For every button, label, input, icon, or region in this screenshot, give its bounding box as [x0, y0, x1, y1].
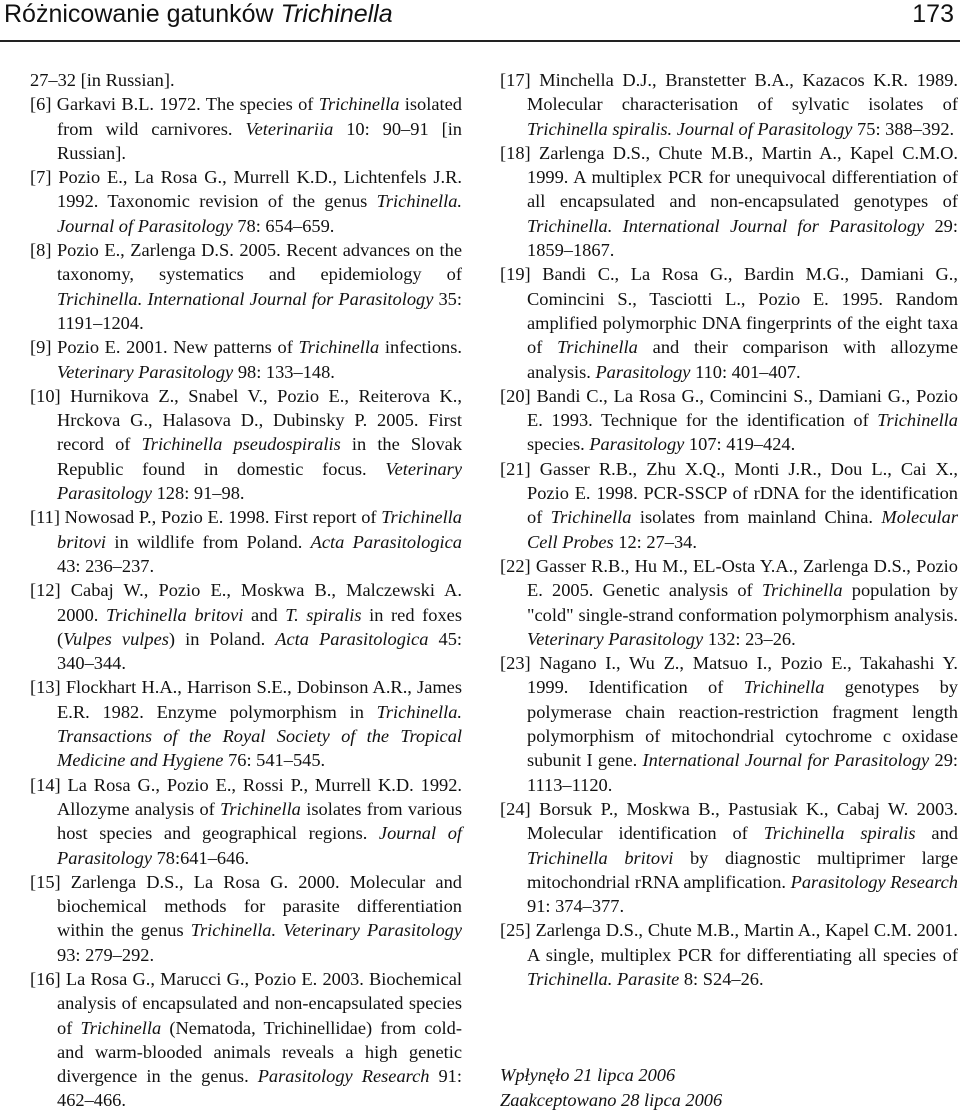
reference-italic-text: Trichinella.	[57, 288, 143, 309]
reference-number: [16]	[30, 968, 66, 989]
reference-italic-text: Vulpes vulpes	[63, 628, 169, 649]
reference-italic-text: Trichinella	[743, 677, 825, 698]
reference-text: infections.	[379, 337, 463, 358]
reference-italic-text: Veterinariia	[245, 118, 334, 139]
reference-italic-text: Trichinella	[80, 1017, 162, 1038]
reference-number: [20]	[500, 385, 537, 406]
reference-number: [21]	[500, 458, 540, 479]
reference-item	[30, 773, 462, 870]
reference-italic-text: Trichinella.	[190, 920, 277, 941]
reference-text: La Rosa G., Pozio E., Rossi P., Murrell K.D. 1992. Allozyme analysis of	[57, 774, 462, 819]
reference-text: 29: 1859–1867.	[527, 215, 958, 261]
reference-italic-text: Trichinella	[220, 798, 301, 819]
reference-text: species.	[527, 434, 590, 455]
reference-italic-text: Molecular Cell Probes	[527, 507, 958, 552]
reference-text: and	[915, 823, 958, 844]
reference-item	[500, 918, 958, 991]
reference-number: [25]	[500, 920, 536, 941]
reference-item	[30, 68, 462, 92]
reference-italic-text: Veterinary Parasitology	[57, 361, 234, 382]
reference-italic-text: Journal of Parasitology	[57, 823, 462, 868]
reference-number: [22]	[500, 555, 536, 576]
reference-italic-text: Veterinary Parasitology	[527, 628, 704, 649]
reference-text: 27–32 [in Russian].	[30, 70, 175, 90]
references-right-list	[500, 68, 958, 991]
reference-italic-text: International Journal for Parasitology	[622, 215, 925, 236]
reference-text	[612, 216, 622, 236]
reference-text: Minchella D.J., Branstetter B.A., Kazacos K.R. 1989. Molecular characterisation of sylvatic isolates of	[527, 70, 958, 115]
reference-italic-text: Trichinella	[298, 337, 380, 358]
reference-number: [8]	[30, 240, 57, 261]
reference-italic-text: Trichinella	[318, 94, 400, 115]
reference-text: in red foxes (	[57, 604, 463, 649]
reference-italic-text: Trichinella britovi	[527, 847, 674, 868]
reference-text: 29: 1113–1120.	[527, 750, 958, 795]
reference-item	[30, 578, 462, 675]
reference-item	[30, 967, 462, 1113]
reference-text: Cabaj W., Pozio E., Moskwa B., Malczewski A. 2000.	[57, 580, 462, 625]
reference-number: [11]	[30, 507, 65, 528]
reference-text: 43: 236–237.	[57, 555, 155, 576]
reference-text: 78: 654–659.	[232, 215, 335, 236]
reference-item	[30, 335, 462, 384]
reference-item	[30, 505, 462, 578]
reference-item	[30, 675, 462, 772]
reference-text: Bandi C., La Rosa G., Comincini S., Damiani G., Pozio E. 1993. Technique for the identification of	[527, 385, 958, 431]
reference-text: ) in Poland.	[168, 628, 276, 649]
reference-text: Zarlenga D.S., Chute M.B., Martin A., Kapel C.M. 2001. A single, multiplex PCR for differentiating all species of	[527, 920, 958, 965]
received-date: Wpłynęło 21 lipca 2006	[500, 1065, 676, 1086]
reference-text: Bandi C., La Rosa G., Bardin M.G., Damiani G., Comincini S., Tasciotti L., Pozio E. 1995. Random amplified polymorphic DNA fingerprints of the eight taxa of	[527, 264, 958, 358]
reference-italic-text: Acta Parasitologica	[275, 628, 429, 649]
reference-italic-text: Veterinary Parasitology	[57, 458, 462, 504]
reference-italic-text: Parasitology Research	[790, 871, 958, 892]
reference-text: Zarlenga D.S., La Rosa G. 2000. Molecular and biochemical methods for parasite differentiation within the genus	[57, 871, 462, 941]
reference-text: 132: 23–26.	[703, 628, 796, 649]
reference-text: 76: 541–545.	[223, 750, 326, 771]
reference-italic-text: Parasitology Research	[257, 1066, 430, 1087]
reference-item	[500, 384, 958, 457]
reference-italic-text: Trichinella spiralis.	[527, 118, 673, 139]
reference-text: 78:641–646.	[152, 847, 250, 868]
reference-italic-text: Parasitology	[595, 361, 691, 382]
reference-text: Pozio E., Zarlenga D.S. 2005. Recent advances on the taxonomy, systematics and epidemiology of	[56, 240, 463, 285]
reference-text: Flockhart H.A., Harrison S.E., Dobinson A.R., James E.R. 1982. Enzyme polymorphism in	[57, 677, 462, 722]
reference-item	[500, 262, 958, 383]
reference-number: [6]	[30, 94, 57, 115]
reference-item	[500, 651, 958, 797]
reference-text: La Rosa G., Marucci G., Pozio E. 2003. Biochemical analysis of encapsulated and non-encapsulated species of	[57, 968, 462, 1038]
submission-dates	[500, 1063, 958, 1112]
reference-item	[500, 68, 958, 141]
reference-text: Nagano I., Wu Z., Matsuo I., Pozio E., Takahashi Y. 1999. Identification of	[527, 653, 958, 698]
reference-text: Hurnikova Z., Snabel V., Pozio E., Reiterova K., Hrckova G., Halasova D., Dubinsky P. 2005. First record of	[57, 385, 462, 455]
reference-item	[500, 554, 958, 651]
reference-item	[30, 238, 462, 335]
reference-text: and	[243, 604, 286, 625]
reference-text: Pozio E., La Rosa G., Murrell K.D., Lichtenfels J.R. 1992. Taxonomic revision of the genus	[57, 167, 462, 212]
reference-italic-text: Trichinella.	[376, 191, 462, 212]
reference-number: [13]	[30, 677, 66, 698]
reference-item	[30, 165, 462, 238]
reference-item	[30, 92, 462, 165]
reference-text: Gasser R.B., Hu M., EL-Osta Y.A., Zarlenga D.S., Pozio E. 2005. Genetic analysis of	[527, 555, 958, 601]
reference-text: in the Slovak Republic found in domestic focus.	[57, 434, 463, 479]
reference-number: [10]	[30, 385, 71, 406]
running-title	[4, 0, 393, 29]
reference-text: 110: 401–407.	[690, 361, 801, 382]
references-left-column	[30, 68, 462, 1113]
reference-text: 128: 91–98.	[152, 483, 245, 504]
reference-text: 91: 462–466.	[57, 1066, 462, 1111]
reference-italic-text: Trichinella	[557, 337, 638, 358]
reference-text: Gasser R.B., Zhu X.Q., Monti J.R., Dou L., Cai X., Pozio E. 1998. PCR-SSCP of rDNA for the identification of	[527, 458, 958, 528]
reference-text: 93: 279–292.	[57, 944, 155, 965]
reference-text: isolates from various host species and geographical regions.	[57, 798, 462, 844]
reference-text: 91: 374–377.	[527, 896, 625, 917]
reference-text: Nowosad P., Pozio E. 1998. First report of	[64, 507, 382, 528]
reference-item	[30, 870, 462, 967]
reference-text: (Nematoda, Trichinellidae) from cold- and warm-blooded animals reveals a high genetic divergence in the genus.	[57, 1017, 462, 1087]
reference-text: and their comparison with allozyme analysis.	[527, 337, 958, 382]
reference-italic-text: Journal of Parasitology	[676, 118, 853, 139]
reference-italic-text: Journal of Parasitology	[57, 215, 233, 236]
reference-number: [12]	[30, 580, 71, 601]
accepted-date: Zaakceptowano 28 lipca 2006	[500, 1089, 723, 1110]
reference-text: Pozio E. 2001. New patterns of	[57, 337, 299, 358]
reference-number: [24]	[500, 798, 540, 819]
reference-text: Zarlenga D.S., Chute M.B., Martin A., Kapel C.M.O. 1999. A multiplex PCR for unequivocal differentiation of all encapsulated and non-encapsulated genotypes of	[527, 142, 958, 212]
reference-italic-text: Veterinary Parasitology	[283, 920, 463, 941]
reference-italic-text: Trichinella.	[376, 701, 462, 722]
reference-text: 107: 419–424.	[684, 434, 796, 455]
reference-italic-text: International Journal for Parasitology	[642, 750, 930, 771]
reference-text: 35: 1191–1204.	[57, 288, 462, 333]
reference-item	[30, 384, 462, 505]
reference-italic-text: Trichinella.	[527, 968, 613, 989]
reference-italic-text: Trichinella	[550, 507, 632, 528]
reference-number: [14]	[30, 774, 68, 795]
reference-italic-text: Parasitology	[589, 434, 685, 455]
reference-text: 45: 340–344.	[57, 628, 462, 674]
reference-text: 98: 133–148.	[233, 361, 335, 382]
reference-number: [23]	[500, 653, 540, 674]
reference-number: [19]	[500, 264, 543, 285]
reference-italic-text: Trichinella britovi	[106, 604, 244, 625]
reference-text: 8: S24–26.	[679, 968, 764, 989]
reference-text: isolated from wild carnivores.	[57, 94, 462, 139]
reference-item	[500, 141, 958, 262]
reference-text: Garkavi B.L. 1972. The species of	[56, 94, 319, 115]
running-title-prefix: Różnicowanie gatunków	[4, 0, 281, 28]
reference-item	[500, 797, 958, 918]
reference-item	[500, 457, 958, 554]
running-header	[0, 0, 960, 40]
reference-italic-text: Trichinella	[877, 410, 958, 431]
reference-number: [18]	[500, 142, 540, 163]
page-number: 173	[912, 0, 954, 28]
reference-italic-text: Transactions of the Royal Society of the Tropical Medicine and Hygiene	[57, 726, 462, 771]
reference-text: 10: 90–91 [in Russian].	[57, 118, 462, 163]
reference-italic-text: Trichinella britovi	[57, 507, 462, 552]
reference-text: by diagnostic multiprimer large mitochondrial rRNA amplification.	[527, 847, 958, 892]
reference-text: 75: 388–392.	[852, 118, 955, 139]
reference-text: population by "cold" single-strand conformation polymorphism analysis.	[527, 580, 959, 625]
reference-text: genotypes by polymerase chain reaction-restriction fragment length polymorphism of mitochondrial cytochrome c oxidase subunit I gene.	[527, 677, 958, 771]
reference-text: in wildlife from Poland.	[106, 531, 311, 552]
reference-text: 12: 27–34.	[613, 531, 697, 552]
running-title-genus: Trichinella	[280, 0, 393, 28]
reference-number: [15]	[30, 871, 71, 892]
reference-italic-text: Trichinella pseudospiralis	[141, 434, 341, 455]
reference-italic-text: Trichinella	[761, 580, 843, 601]
reference-italic-text: T. spiralis	[285, 604, 362, 625]
reference-italic-text: Parasite	[616, 968, 680, 989]
reference-text: Borsuk P., Moskwa B., Pastusiak K., Cabaj W. 2003. Molecular identification of	[527, 798, 958, 844]
reference-text: isolates from mainland China.	[631, 507, 882, 528]
references-right-column	[500, 68, 958, 1112]
header-rule	[0, 40, 960, 42]
reference-italic-text: Trichinella.	[527, 215, 613, 236]
reference-italic-text: Acta Parasitologica	[310, 531, 462, 552]
reference-italic-text: International Journal for Parasitology	[147, 288, 434, 309]
reference-number: [7]	[30, 167, 59, 188]
reference-number: [17]	[500, 70, 540, 90]
reference-number: [9]	[30, 337, 58, 358]
reference-italic-text: Trichinella spiralis	[763, 823, 916, 844]
